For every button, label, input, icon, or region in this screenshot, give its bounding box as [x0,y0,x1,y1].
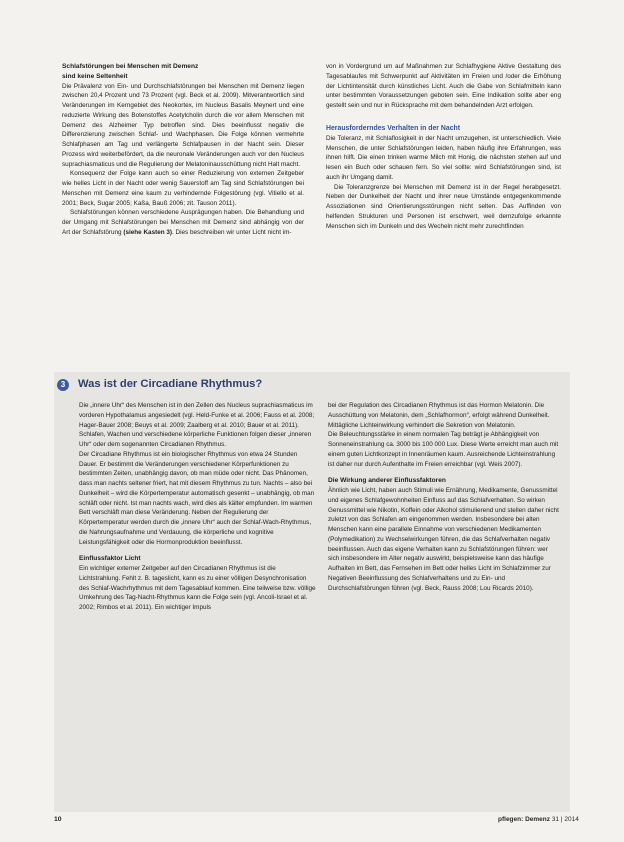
paragraph: Konsequenz der Folge kann auch so einer Reduzierung von externen Zeitgeber wie helles Licht in der Nacht oder wenig Sauerstoff am Tag sind Schlafstörungen bei Menschen mit Demenz eine kaum zu verhindernde Folgestörung (vgl. Vitiello et al. 2001; Beck, Sugar 2005; Kaßa, Bauß 2006; zit. Tauson 2011). [62,170,304,207]
paragraph: Die Toleranz, mit Schlaflosigkeit in der Nacht umzugehen, ist unterschiedlich. Viele Menschen, die unter Schlafstörungen leiden, haben häufig ihre Erfahrungen, was ihnen hilft. Die einen trinken warme Milch mit Honig, die nächsten stehen auf und lesen ein Buch oder schauen fern. So viel sollte: wird Schlafstörungen sind, ist auch ihr Umgang damit. [326,134,561,181]
info-box-column-right [328,401,560,593]
paragraph: bei der Regulation des Circadianen Rhythmus ist das Hormon Melatonin. Die Ausschüttung von Melatonin, dem „Schlafhormon“, erfolgt während Dunkelheit. Mittägliche Lichteinwirkung verhindert die Sekretion von Melatonin. [328,402,550,429]
section-heading: Herausforderndes Verhalten in der Nacht [326,124,461,132]
paragraph: Der Circadiane Rhythmus ist ein biologischer Rhythmus von etwa 24 Stunden Dauer. Er bestimmt die Veränderungen verschiedener Körperfunktionen zu bestimmten Zeiten, unabhängig davon, ob man müde oder nicht. Das Phänomen, dass man nachts seltener friert, hat mit diesem Rhythmus zu tun. Nachts – also bei Dunkelheit – wird die Körpertemperatur automatisch gesenkt – unabhängig, ob man schläft oder nicht. Ist man nachts wach, wird dies als kälter empfunden. Im warmen Bett verschläft man diese Veränderung. Neben der Regulierung der Körpertemperatur werden durch die „innere Uhr“ auch der Schlaf-Wach-Rhythmus, die Nahrungsaufnahme und Verdauung, die körperliche und kognitive Leistungsfähigkeit oder die Hormonproduktion beeinflusst. [79,450,315,546]
paragraph: Die Prävalenz von Ein- und Durchschlafstörungen bei Menschen mit Demenz liegen zwischen 20,4 Prozent und 73 Prozent (vgl. Beck et al. 2009). Mitverantwortlich sind Veränderungen im Kerngebiet des Neokortex, im Nucleus Basalis Meynert und eine reduzierte Wirkung des Botenstoffes Acetylcholin durch die vor allem Menschen mit Demenz des Alzheimer Typ betroffen sind. Dies beeinflusst negativ die Differenzierung zwischen Schlaf- und Wachphasen. Die Folge können vermehrte Schlafphasen am Tag und verlängerte Schlafpausen in der Nacht sein. Dieser Prozess wird weiterbefördert, da die neuronale Veränderungen auch vor den Nucleus suprachiasmaticus und die Regulierung der Melatoninausschüttung nicht Halt macht. [62,82,304,168]
info-box-column-left [79,401,316,613]
section-heading: Schlafstörungen bei Menschen mit Demenz [62,63,199,70]
magazine-name: pflegen: Demenz [498,816,551,823]
paragraph: Ein wichtiger externer Zeitgeber auf den Circadianen Rhythmus ist die Lichtstrahlung. Fehlt z. B. tageslicht, kann es zu einer völligen Desynchronisation des Schlaf-Wachrhythmus mit dem Tagesablauf kommen. Eine teilweise bzw. völlige Umkehrung des Tag-Nacht-Rhythmus kann die Folge sein (vgl. Ancoli-Israel et al. 2002; Rimbos et al. 2011). Ein wichtiger Impuls [79,565,316,611]
subheading: Die Wirkung anderer Einflussfaktoren [328,477,446,485]
article-column-left [62,62,304,238]
paragraph: von in Vordergrund um auf Maßnahmen zur Schlafhygiene Aktive Gestaltung des Tagesablaufes mit Schwerpunkt auf Aktivitäten im Freien und /oder die Erhöhung der Lichtintensität durch künstliches Licht. Auch die Gabe von Schlafmitteln kann unter bestimmten Voraussetzungen geboten sein. Eine Indikation sollte aber eng gestellt sein und nur in Rücksprache mit dem behandelnden Arzt erfolgen. [326,63,561,109]
paragraph: Die Beleuchtungsstärke in einem normalen Tag beträgt je Abhängigkeit von Sonneneinstrahlung ca. 3000 bis 100 000 Lux. Diese Werte erreicht man auch mit einem guten Lichtkonzept in Innenräumen kaum. Ausreichende Lichteinstrahlung ist daher nur durch Aufenthalte im Freien erreichbar (vgl. Weis 2007). [328,431,559,468]
page-number: 10 [54,816,62,823]
issue-number: 31 | 2014 [550,816,579,823]
paragraph: Die „innere Uhr“ des Menschen ist in den Zellen des Nucleus suprachiasmaticus im vorderen Hypothalamus angesiedelt (vgl. Held-Funke et al. 2006; Fauss et al. 2008; Hager-Bauer 2008; Beuys et al. 2009; Zaalberg et al. 2010; Bauer et al. 2011). Schlafen, Wachen und verschiedene körperliche Funktionen folgen dieser „inneren Uhr“ oder dem sogenannten Circadianen Rhythmus. [79,402,315,448]
paragraph: Ähnlich wie Licht, haben auch Stimuli wie Ernährung, Medikamente, Genussmittel und eigenes Schlafgewohnheiten Einfluss auf das Schlafverhalten. So wirken Genussmittel wie Nikotin, Koffein oder Alkohol stimulierend und stellen daher nicht zuletzt von das Schlafen am eingenommen werden. Insbesondere bei alten Menschen kann eine parallele Einnahme von verschiedenen Medikamenten (Polymedikation) zu Wechselwirkungen führen, die das Schlafverhalten negativ beeinflussen. Auch das eigene Verhalten kann zu Schlafstörungen führen: wer sich insbesondere im Alter negativ auswirkt, beispielsweise kann das häufige Aufhalten im Bett, das Fernsehen im Bett oder helles Licht im Schlafzimmer zur Negativen Beeinflussung des Schlafverhaltens und zu Ein- und Durchschlafstörungen führen (vgl. Beck, Rauss 2008; Lou Ricards 2010). [328,487,559,592]
article-column-right [326,62,561,231]
box-reference-link[interactable]: (siehe Kasten 3) [123,228,173,236]
subheading: Einflussfaktor Licht [79,555,141,563]
paragraph [62,208,304,237]
paragraph: Die Toleranzgrenze bei Menschen mit Demenz ist in der Regel herabgesetzt. Neben der Dunkelheit der Nacht und ihrer neue Umstände entgegenkommende Assoziationen sind Orientierungsstörungen nicht selten. Das Auffinden von helfenden Strukturen und Personen ist erschwert, weil demzufolge erkannte Menschen sich im Dunkeln und des Wecheln nicht mehr zurechtfinden [326,183,561,230]
paragraph-text: . Dies beschreiben wir unter Licht nicht im- [172,228,292,236]
magazine-footer [498,816,579,823]
box-number-badge: 3 [57,379,69,391]
section-heading-line2: sind keine Seltenheit [62,72,128,80]
box-title: Was ist der Circadiane Rhythmus? [78,378,263,390]
paragraph-text: Schlafstörungen können verschiedene Ausprägungen haben. Die Behandlung und der Umgang mit Schlafstörungen bei Menschen mit Demenz sind abhängig von der Art der Schlafstörung [62,209,304,236]
